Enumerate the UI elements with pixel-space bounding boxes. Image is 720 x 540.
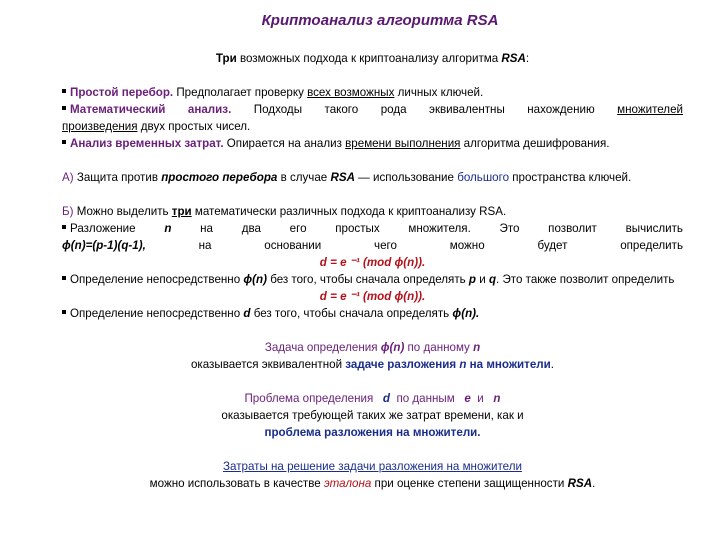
task-var: n [459,358,467,371]
bullet-formula: ϕ(n)=(p-1)(q-1), [62,239,146,252]
bullet-square-icon [62,310,66,314]
formula-2: d = e ⁻¹ (mod ϕ(n)). [319,290,426,303]
formula-1: d = e ⁻¹ (mod ϕ(n)). [319,256,426,269]
bullet-underlined: всех возможных [307,86,395,99]
slide-body [62,50,683,492]
problem-line-1 [62,390,683,407]
paragraph-text: пространства ключей. [509,171,632,184]
costs-text: . [592,477,596,490]
bullet-var: ϕ(n) [243,273,267,286]
bullet-text: без того, чтобы сначала определять [266,273,469,286]
paragraph-highlight: большого [457,171,510,184]
task-line-2 [62,356,683,373]
paragraph-text: Можно выделить [73,205,172,218]
task-text: по данному [404,341,474,354]
paragraph-b [62,203,683,220]
bullet-timing-analysis [62,135,683,152]
task-var: n [473,341,481,354]
intro-bold: Три [215,52,237,65]
task-emph: на множители [466,358,551,371]
bullet-head: Анализ временных затрат. [70,137,224,150]
paragraph-text: Защита против [73,171,162,184]
bullet-var: q [488,273,497,286]
bullet-head: Простой перебор. [70,86,174,99]
problem-line-3: проблема разложения на множители. [264,426,481,439]
costs-line-1: Затраты на решение задачи разложения на множители [223,460,522,473]
bullet-math-analysis [62,101,683,118]
paragraph-emph: три [171,205,192,218]
costs-rsa: RSA [567,477,593,490]
bullet-factorization-cont [62,237,683,254]
paragraph-emph: RSA [330,171,355,184]
bullet-factorization [62,220,683,237]
paragraph-label: Б) [62,205,74,218]
task-text: оказывается эквивалентной [190,358,346,371]
bullet-direct-d [62,305,683,322]
bullet-var: p [468,273,477,286]
intro-rsa: RSA [501,52,526,65]
task-var: ϕ(n) [380,341,405,354]
bullet-text: Определение непосредственно [70,273,244,286]
intro-line [62,50,683,67]
bullet-direct-phi [62,271,683,288]
bullet-square-icon [62,276,66,280]
problem-text: и [470,392,494,405]
bullet-text: двух простых чисел. [137,120,251,133]
paragraph-a [62,169,683,186]
bullet-text: алгоритма дешифрования. [460,137,610,150]
bullet-var: n [164,222,172,235]
bullet-text: без того, чтобы сначала определять [250,307,453,320]
bullet-text: Определение непосредственно [70,307,244,320]
costs-emph: эталона [323,477,372,490]
paragraph-text: — использование [354,171,458,184]
bullet-text: на два его простых множителя. Это позволит вычислить [171,222,683,235]
task-text: Задача определения [264,341,381,354]
bullet-brute-force [62,84,683,101]
bullet-underlined: времени выполнения [345,137,461,150]
bullet-text: Разложение [70,222,165,235]
bullet-var: d [243,307,251,320]
problem-text: по данным [390,392,465,405]
task-line-1 [62,339,683,356]
slide-title: Криптоанализ алгоритма RSA [261,12,499,29]
bullet-var: ϕ(n). [452,307,480,320]
paragraph-text: математически различных подхода к криптоанализу RSA. [191,205,507,218]
costs-line-2 [62,475,683,492]
problem-var: d [382,392,390,405]
bullet-square-icon [62,225,66,229]
bullet-text: на основании чего можно будет определить [145,239,683,252]
task-emph: задаче разложения [345,358,460,371]
bullet-text: Предполагает проверку [173,86,308,99]
bullet-text: и [476,273,489,286]
intro-colon: : [525,52,530,65]
costs-text: можно использовать в качестве [149,477,324,490]
bullet-underlined: произведения [62,120,138,133]
bullet-text: личных ключей. [394,86,484,99]
bullet-text: Опирается на анализ [223,137,346,150]
bullet-square-icon [62,106,66,110]
bullet-text: . Это также позволит определить [496,273,675,286]
bullet-head: Математический анализ. [70,103,232,116]
intro-text: возможных подхода к криптоанализу алгоритма [236,52,502,65]
bullet-text: Подходы такого рода эквивалентны нахождению [231,103,618,116]
bullet-square-icon [62,89,66,93]
problem-var: e [464,392,471,405]
bullet-underlined: множителей [617,103,683,116]
bullet-math-analysis-cont [62,118,683,135]
problem-text: Проблема определения [244,392,383,405]
bullet-square-icon [62,140,66,144]
problem-var: n [493,392,501,405]
task-text: . [550,358,555,371]
paragraph-emph: простого перебора [161,171,278,184]
paragraph-label: А) [62,171,74,184]
problem-line-2: оказывается требующей таких же затрат времени, как и [221,409,524,422]
paragraph-text: в случае [277,171,331,184]
costs-text: при оценке степени защищенности [371,477,568,490]
